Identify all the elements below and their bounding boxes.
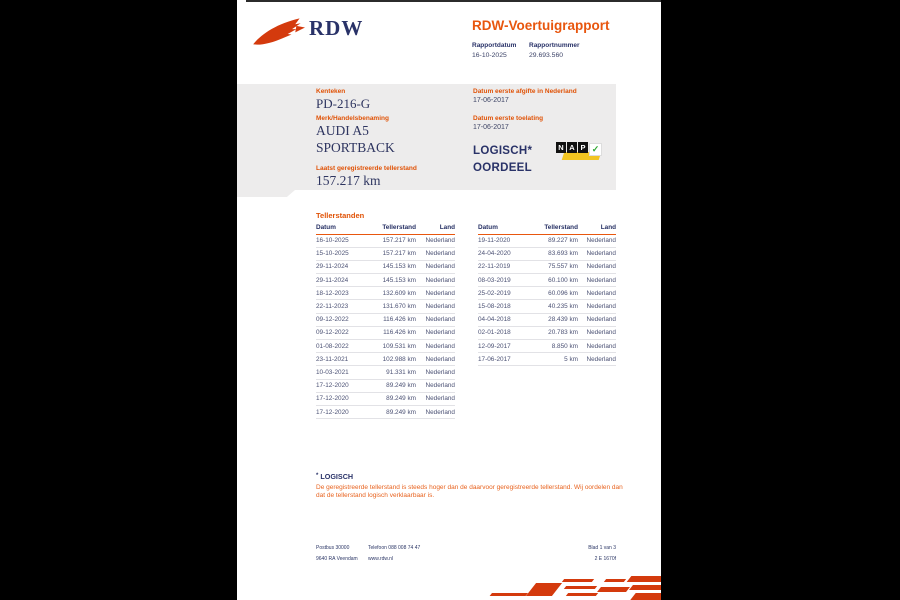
table-cell-teller: 91.331 km — [386, 368, 416, 376]
stripe — [630, 593, 661, 600]
table-cell-teller: 28.439 km — [548, 316, 578, 324]
table-cell-teller: 131.670 km — [382, 303, 416, 311]
rdw-logo-text: RDW — [309, 16, 364, 40]
kenteken-value: PD-216-G — [316, 96, 371, 111]
table-cell-teller: 60.096 km — [548, 289, 578, 297]
table-cell-land: Nederland — [586, 289, 616, 297]
table-cell-land: Nederland — [425, 382, 455, 390]
stripe — [526, 583, 562, 596]
table-cell-datum: 17-12-2020 — [316, 408, 349, 416]
table-cell-land: Nederland — [425, 355, 455, 363]
table-cell-datum: 04-04-2018 — [478, 316, 511, 324]
table-cell-teller: 8.850 km — [551, 342, 578, 350]
stripe — [627, 576, 661, 582]
table-row — [316, 353, 455, 366]
table-row — [316, 393, 455, 406]
table-cell-teller: 157.217 km — [382, 237, 416, 245]
table-row — [316, 274, 455, 287]
table-cell-land: Nederland — [586, 263, 616, 271]
rdw-wing-logo-icon — [251, 17, 305, 51]
table-cell-land: Nederland — [425, 263, 455, 271]
afgifte-value: 17-06-2017 — [473, 97, 509, 104]
table-cell-teller: 40.235 km — [548, 303, 578, 311]
footer-form-code: 2 E 1670f — [594, 556, 616, 562]
footer-address-line2: 9640 RA Veendam — [316, 556, 358, 562]
footer-contact — [368, 543, 420, 565]
toelating-value: 17-06-2017 — [473, 124, 509, 131]
bottom-stripes-graphic — [487, 575, 661, 600]
table-row — [478, 287, 616, 300]
footer-address — [316, 543, 358, 565]
table-row — [316, 327, 455, 340]
table-cell-land: Nederland — [425, 329, 455, 337]
merk-value-line1: AUDI A5 — [316, 123, 369, 138]
table-cell-teller: 20.783 km — [548, 329, 578, 337]
merk-value-line2: SPORTBACK — [316, 140, 395, 155]
table-cell-teller: 83.693 km — [548, 250, 578, 258]
table-cell-land: Nederland — [586, 250, 616, 258]
table-cell-datum: 01-08-2022 — [316, 342, 349, 350]
table-cell-land: Nederland — [586, 316, 616, 324]
table-cell-datum: 29-11-2024 — [316, 276, 349, 284]
vehicle-info-panel — [237, 84, 616, 190]
table-cell-land: Nederland — [425, 276, 455, 284]
table-cell-teller: 5 km — [564, 355, 578, 363]
table-cell-datum: 24-04-2020 — [478, 250, 511, 258]
table-cell-land: Nederland — [425, 250, 455, 258]
footer-phone: Telefoon 088 008 74 47 — [368, 545, 421, 551]
table-cell-datum: 22-11-2019 — [478, 263, 511, 271]
page-top-line — [246, 0, 661, 2]
table-cell-datum: 10-03-2021 — [316, 368, 349, 376]
toelating-label: Datum eerste toelating — [473, 115, 544, 122]
table-cell-land: Nederland — [425, 408, 455, 416]
table-cell-land: Nederland — [425, 289, 455, 297]
table-row — [478, 327, 616, 340]
table-cell-datum: 22-11-2023 — [316, 303, 349, 311]
table-cell-land: Nederland — [425, 368, 455, 376]
table-cell-land: Nederland — [586, 329, 616, 337]
table-row — [316, 406, 455, 419]
table-cell-land: Nederland — [586, 342, 616, 350]
table-header-row — [316, 224, 455, 235]
table-cell-teller: 89.249 km — [386, 408, 416, 416]
tellerstanden-table-left — [316, 224, 455, 419]
table-cell-land: Nederland — [425, 303, 455, 311]
table-cell-land: Nederland — [425, 342, 455, 350]
footer-page-indicator: Blad 1 van 3 — [588, 545, 616, 551]
table-cell-datum: 02-01-2018 — [478, 329, 511, 337]
table-row — [316, 340, 455, 353]
table-row — [478, 340, 616, 353]
report-number-value: 29.693.560 — [529, 52, 564, 59]
table-row — [316, 366, 455, 379]
table-cell-teller: 157.217 km — [382, 250, 416, 258]
table-cell-datum: 17-06-2017 — [478, 355, 511, 363]
table-cell-teller: 102.988 km — [382, 355, 416, 363]
nap-letter-a: A — [567, 142, 577, 153]
table-cell-teller: 145.153 km — [382, 263, 416, 271]
table-cell-datum: 25-02-2019 — [478, 289, 511, 297]
table-row — [316, 261, 455, 274]
table-cell-teller: 60.100 km — [548, 276, 578, 284]
table-row — [478, 235, 616, 248]
table-cell-datum: 29-11-2024 — [316, 263, 349, 271]
table-cell-teller: 109.531 km — [382, 342, 416, 350]
table-cell-teller: 116.426 km — [383, 329, 416, 337]
table-row — [478, 300, 616, 313]
table-cell-teller: 116.426 km — [383, 316, 416, 324]
table-cell-land: Nederland — [586, 303, 616, 311]
table-cell-land: Nederland — [586, 355, 616, 363]
footnote-title — [316, 472, 353, 481]
table-cell-land: Nederland — [425, 395, 455, 403]
stripe — [562, 579, 594, 582]
table-cell-datum: 15-08-2018 — [478, 303, 511, 311]
col-header-tellerstand: Tellerstand — [382, 224, 416, 231]
table-cell-datum: 19-11-2020 — [478, 237, 511, 245]
nap-logo — [556, 142, 602, 162]
stripe — [597, 587, 630, 592]
table-row — [316, 380, 455, 393]
table-cell-land: Nederland — [586, 276, 616, 284]
merk-label: Merk/Handelsbenaming — [316, 115, 389, 122]
table-cell-datum: 09-12-2022 — [316, 329, 349, 337]
table-cell-teller: 89.249 km — [386, 382, 416, 390]
table-cell-land: Nederland — [425, 316, 455, 324]
table-row — [316, 248, 455, 261]
table-header-row — [478, 224, 616, 235]
table-cell-teller: 132.609 km — [382, 289, 416, 297]
table-cell-teller: 145.153 km — [382, 276, 416, 284]
table-cell-datum: 23-11-2021 — [316, 355, 349, 363]
table-cell-datum: 17-12-2020 — [316, 395, 349, 403]
table-cell-datum: 08-03-2019 — [478, 276, 511, 284]
tellerstanden-table-right — [478, 224, 616, 366]
table-cell-datum: 12-09-2017 — [478, 342, 511, 350]
table-cell-teller: 75.557 km — [548, 263, 578, 271]
table-row — [316, 314, 455, 327]
col-header-datum: Datum — [478, 224, 498, 231]
table-cell-datum: 15-10-2025 — [316, 250, 349, 258]
stripe — [564, 586, 597, 589]
table-cell-teller: 89.249 km — [386, 395, 416, 403]
report-number-label: Rapportnummer — [529, 42, 580, 49]
table-row — [478, 261, 616, 274]
table-row — [316, 300, 455, 313]
laatste-tellerstand-label: Laatst geregistreerde tellerstand — [316, 165, 417, 172]
table-row — [316, 287, 455, 300]
table-cell-datum: 17-12-2020 — [316, 382, 349, 390]
nap-letter-n: N — [556, 142, 566, 153]
table-row — [478, 248, 616, 261]
col-header-land: Land — [600, 224, 616, 231]
table-row — [478, 353, 616, 366]
footer-meta — [477, 543, 616, 565]
report-title: RDW-Voertuigrapport — [472, 18, 610, 33]
kenteken-label: Kenteken — [316, 88, 346, 95]
report-date-value: 16-10-2025 — [472, 52, 507, 59]
stripe — [490, 593, 528, 596]
afgifte-label: Datum eerste afgifte in Nederland — [473, 88, 577, 95]
footnote-body: De geregistreerde tellerstand is steeds hoger dan de daarvoor geregistreerde tellerstand. Wij oordelen dan dat de tellerstand logisch verklaarbaar is. — [316, 484, 623, 499]
table-row — [478, 274, 616, 287]
table-row — [316, 235, 455, 248]
footer-address-line1: Postbus 30000 — [316, 545, 350, 551]
laatste-tellerstand-value: 157.217 km — [316, 173, 381, 188]
report-date-label: Rapportdatum — [472, 42, 517, 49]
stripe — [566, 593, 598, 596]
table-cell-datum: 09-12-2022 — [316, 316, 349, 324]
stripe — [604, 579, 626, 582]
nap-check-icon: ✓ — [589, 143, 602, 156]
table-cell-datum: 16-10-2025 — [316, 237, 349, 245]
table-row — [478, 314, 616, 327]
col-header-tellerstand: Tellerstand — [544, 224, 578, 231]
oordeel-text — [473, 143, 532, 176]
col-header-land: Land — [439, 224, 455, 231]
oordeel-line1: LOGISCH* — [473, 145, 533, 157]
table-cell-teller: 89.227 km — [548, 237, 578, 245]
report-page — [237, 0, 661, 600]
footer-website: www.rdw.nl — [368, 556, 394, 562]
nap-letter-p: P — [578, 142, 588, 153]
stripe — [629, 585, 661, 590]
table-cell-land: Nederland — [586, 237, 616, 245]
panel-corner-notch — [237, 190, 295, 197]
oordeel-line2: OORDEEL — [473, 161, 532, 174]
table-cell-datum: 18-12-2023 — [316, 289, 349, 297]
col-header-datum: Datum — [316, 224, 336, 231]
footnote-asterisk: * — [316, 473, 319, 479]
table-cell-land: Nederland — [425, 237, 455, 245]
tellerstanden-section-title: Tellerstanden — [316, 211, 365, 220]
footnote-title-text: LOGISCH — [320, 472, 354, 481]
